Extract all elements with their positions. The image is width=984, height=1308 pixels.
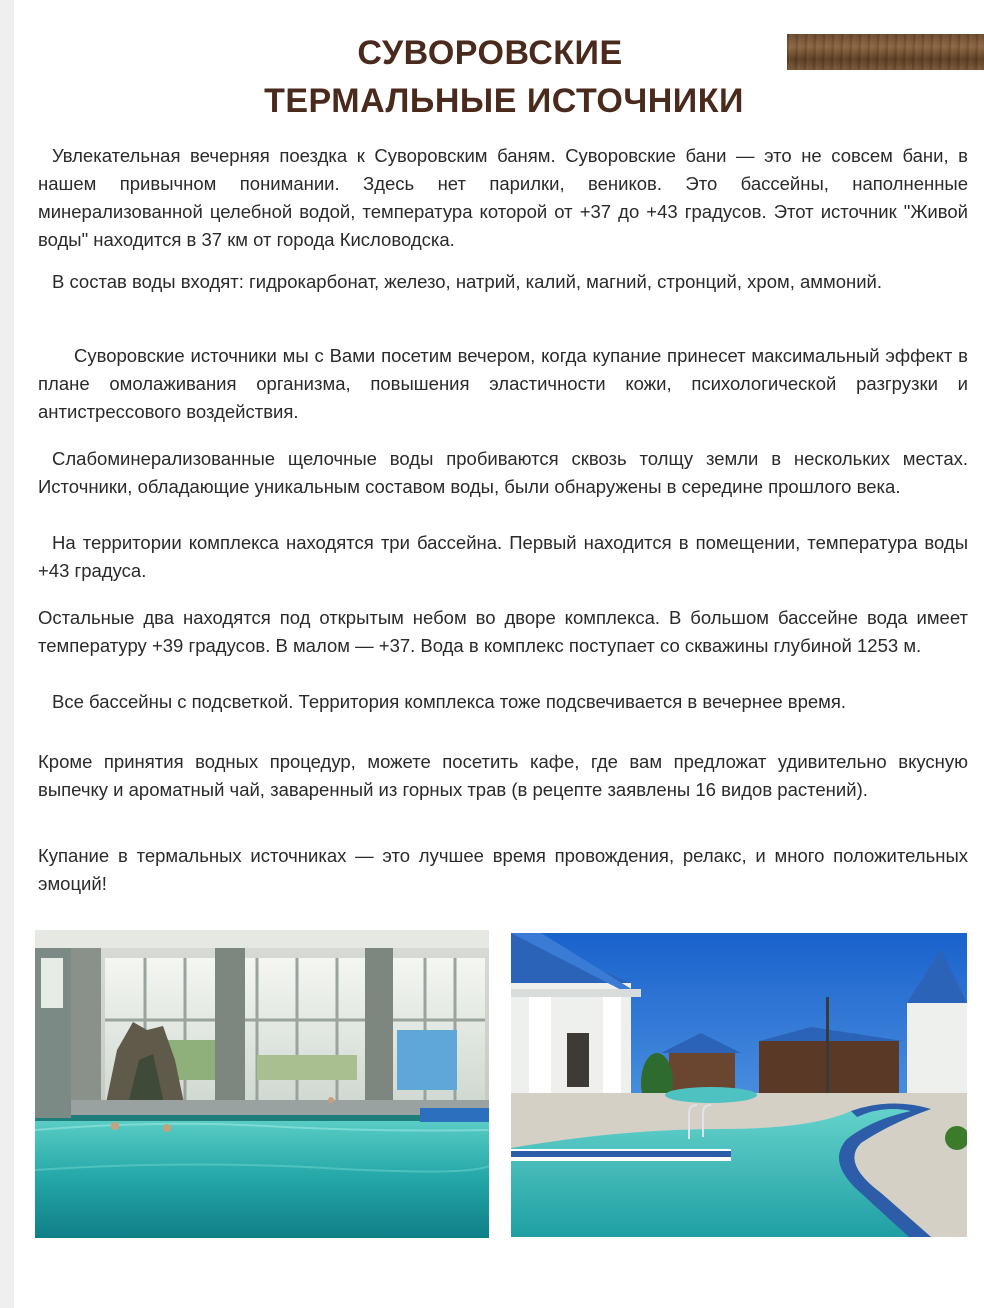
paragraph-lighting: Все бассейны с подсветкой. Территория комплекса тоже подсвечивается в вечернее время. bbox=[52, 691, 847, 712]
paragraph-cafe: Кроме принятия водных процедур, можете посетить кафе, где вам предложат удивительно вкусную выпечку и ароматный чай, заваренный из горных трав (в рецепте заявлены 16 видов растений). bbox=[38, 751, 968, 800]
page-edge-shadow bbox=[0, 0, 14, 1308]
paragraph-three-pools: На территории комплекса находятся три бассейна. Первый находится в помещении, температура воды +43 градуса. bbox=[38, 532, 968, 581]
paragraph-composition: В состав воды входят: гидрокарбонат, железо, натрий, калий, магний, стронций, хром, аммоний. bbox=[52, 271, 883, 292]
paragraph-intro: Увлекательная вечерняя поездка к Суворовским баням. Суворовские бани — это не совсем бани, в нашем привычном понимании. Здесь нет парилки, веников. Это бассейны, наполненные минерализованной целебной водой, температура которой от +37 до +43 градусов. Этот источник "Живой воды" находится в 37 км от города Кисловодска. bbox=[38, 145, 968, 250]
outdoor-pool-photo bbox=[511, 933, 967, 1237]
page-title-line2: ТЕРМАЛЬНЫЕ ИСТОЧНИКИ bbox=[264, 82, 744, 120]
page-title-line1: СУВОРОВСКИЕ bbox=[357, 34, 623, 72]
paragraph-springs-history: Слабоминерализованные щелочные воды пробиваются сквозь толщу земли в нескольких местах. Источники, обладающие уникальным составом воды, были обнаружены в середине прошлого века. bbox=[38, 448, 968, 497]
paragraph-outdoor-pools: Остальные два находятся под открытым небом во дворе комплекса. В большом бассейне вода имеет температуру +39 градусов. В малом — +37. Вода в комплекс поступает со скважины глубиной 1253 м. bbox=[38, 607, 968, 656]
indoor-pool-photo bbox=[35, 930, 489, 1238]
paragraph-evening-visit: Суворовские источники мы с Вами посетим вечером, когда купание принесет максимальный эффект в плане омолаживания организма, повышения эластичности кожи, психологической разгрузки и антистрессового воздействия. bbox=[38, 345, 968, 422]
paragraph-conclusion: Купание в термальных источниках — это лучшее время провождения, релакс, и много положительных эмоций! bbox=[38, 845, 968, 894]
